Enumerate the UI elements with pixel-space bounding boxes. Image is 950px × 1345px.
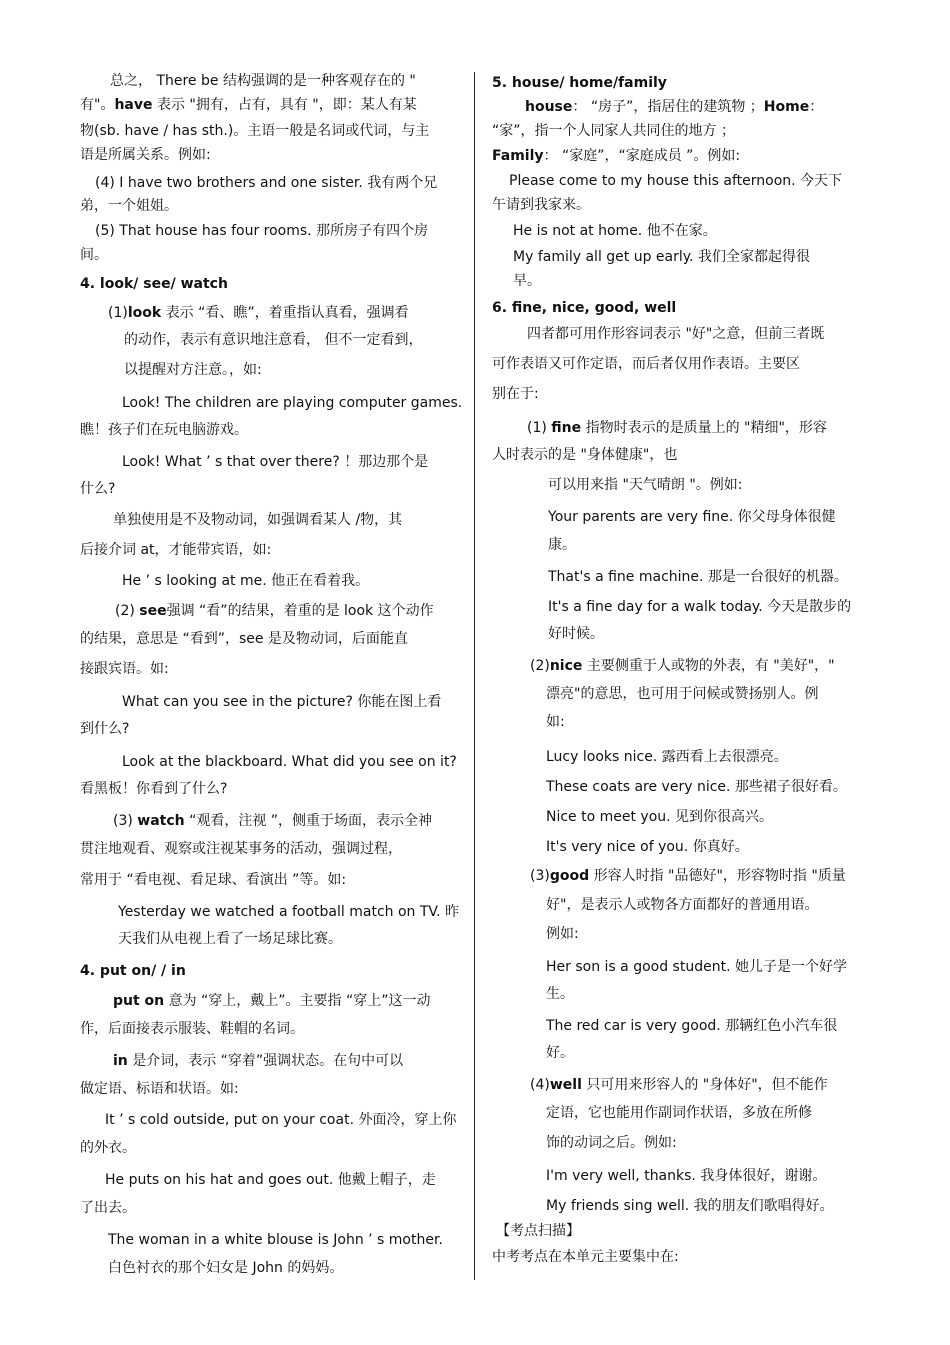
right-line: 例如: (546, 926, 579, 942)
right-line: 早。 (513, 273, 541, 289)
text-run: 是介词，表示 “穿着”强调状态。在句中可以 (127, 1053, 404, 1069)
text-run: ： “房子”，指居住的建筑物 ； (572, 99, 764, 115)
bold-term: in (113, 1053, 128, 1069)
left-line: (5) That house has four rooms. 那所房子有四个房 (95, 223, 429, 239)
left-line: (4) I have two brothers and one sister. 我有两个兄 (95, 175, 438, 191)
left-line (113, 992, 431, 1010)
right-line (492, 74, 667, 92)
column-divider (474, 72, 475, 1280)
left-line (80, 275, 228, 293)
right-line: It's a fine day for a walk today. 今天是散步的 (548, 599, 852, 615)
bold-term: fine (551, 420, 582, 436)
text-run: 表示 “看、瞧”，着重指认真看，强调看 (161, 305, 409, 321)
right-line: Your parents are very fine. 你父母身体很健 (548, 509, 836, 525)
right-line: “家”，指一个人同家人共同住的地方 ； (492, 123, 735, 139)
right-line (530, 1076, 828, 1094)
left-line: 瞧！孩子们在玩电脑游戏。 (80, 422, 248, 438)
right-line: 四者都可用作形容词表示 "好"之意，但前三者既 (527, 326, 825, 342)
right-line: 如: (546, 714, 565, 730)
bold-term: 4. put on/ / in (80, 963, 186, 979)
bold-term: look (127, 305, 162, 321)
left-line: Look! The children are playing computer games. (122, 395, 463, 411)
left-line: 总之， There be 结构强调的是一种客观存在的 " (110, 73, 416, 89)
text-run: (3) (530, 868, 550, 884)
left-line: 的外衣。 (80, 1140, 136, 1156)
left-line: 看黑板！你看到了什么? (80, 781, 228, 797)
bold-term: 4. look/ see/ watch (80, 276, 228, 292)
left-line: 天我们从电视上看了一场足球比赛。 (118, 931, 342, 947)
right-line: 漂亮"的意思，也可用于问候或赞扬别人。例 (546, 686, 819, 702)
left-line: 贯注地观看、观察或注视某事务的活动，强调过程， (80, 841, 402, 857)
right-line (530, 657, 835, 675)
text-run: (2) (530, 658, 550, 674)
text-run: (1) (108, 305, 128, 321)
right-line: Her son is a good student. 她儿子是一个好学 (546, 959, 847, 975)
left-line: Look! What ’ s that over there? ！那边那个是 (122, 454, 429, 470)
left-line (115, 602, 434, 620)
text-run: 指物时表示的是质量上的 "精细"，形容 (581, 420, 827, 436)
right-line: 好"，是表示人或物各方面都好的普通用语。 (546, 897, 819, 913)
left-line: 间。 (80, 247, 108, 263)
right-line: 好。 (546, 1045, 574, 1061)
left-line (113, 1052, 403, 1070)
right-line (530, 867, 846, 885)
left-line: The woman in a white blouse is John ’ s mother. (108, 1232, 443, 1248)
left-line: 作，后面接表示服装、鞋帽的名词。 (80, 1021, 304, 1037)
text-run: 形容人时指 "品德好"，形容物时指 "质量 (589, 868, 846, 884)
right-line: 生。 (546, 986, 574, 1002)
right-line: I'm very well, thanks. 我身体很好，谢谢。 (546, 1168, 827, 1184)
left-line: He puts on his hat and goes out. 他戴上帽子，走 (105, 1172, 436, 1188)
left-line (80, 962, 186, 980)
left-line: 白色衬衣的那个妇女是 John 的妈妈。 (108, 1260, 344, 1276)
right-line: Lucy looks nice. 露西看上去很漂亮。 (546, 749, 788, 765)
left-line: 了出去。 (80, 1200, 136, 1216)
bold-term: see (139, 603, 167, 619)
right-line (525, 98, 823, 116)
text-run: 主要侧重于人或物的外表，有 "美好"，" (582, 658, 835, 674)
left-line: 接跟宾语。如: (80, 661, 169, 677)
bold-term: 5. house/ home/family (492, 75, 667, 91)
text-run: ： (809, 99, 824, 115)
text-run: (2) (115, 603, 140, 619)
left-line: 做定语、标语和状语。如: (80, 1081, 239, 1097)
right-line: He is not at home. 他不在家。 (513, 223, 717, 239)
right-line (492, 299, 676, 317)
bold-term: Family (492, 148, 544, 164)
right-line: 饰的动词之后。例如: (546, 1135, 677, 1151)
right-line: 好时候。 (548, 626, 604, 642)
text-run: 有"。 (80, 97, 115, 113)
text-run: (1) (527, 420, 552, 436)
left-line: 后接介词 at，才能带宾语，如: (80, 542, 272, 558)
right-line: These coats are very nice. 那些裙子很好看。 (546, 779, 847, 795)
bold-term: 6. fine, nice, good, well (492, 300, 677, 316)
left-line: He ’ s looking at me. 他正在看着我。 (122, 573, 370, 589)
left-line: Yesterday we watched a football match on TV. 昨 (118, 904, 460, 920)
right-line: The red car is very good. 那辆红色小汽车很 (546, 1018, 838, 1034)
text-run: 只可用来形容人的 "身体好"，但不能作 (581, 1077, 828, 1093)
left-line: 常用于 “看电视、看足球、看演出 ”等。如: (80, 872, 347, 888)
bold-term: well (549, 1077, 582, 1093)
right-line: That's a fine machine. 那是一台很好的机器。 (548, 569, 848, 585)
left-line (113, 812, 432, 830)
text-run: 意为 “穿上，戴上”。主要指 “穿上”这一动 (164, 993, 431, 1009)
right-line: 可以用来指 "天气晴朗 "。例如: (548, 477, 743, 493)
right-line: Nice to meet you. 见到你很高兴。 (546, 809, 774, 825)
right-line: 定语，它也能用作副词作状语，多放在所修 (546, 1105, 812, 1121)
bold-term: good (549, 868, 590, 884)
left-line: 单独使用是不及物动词，如强调看某人 /物，其 (113, 512, 403, 528)
bold-term: house (525, 99, 573, 115)
left-line: It ’ s cold outside, put on your coat. 外面冷，穿上你 (105, 1112, 457, 1128)
left-line: 语是所属关系。例如: (80, 147, 211, 163)
right-line: It's very nice of you. 你真好。 (546, 839, 749, 855)
left-line: 到什么? (80, 721, 130, 737)
left-line: 什么? (80, 481, 116, 497)
bold-term: Home (763, 99, 810, 115)
right-line: 人时表示的是 "身体健康"，也 (492, 447, 678, 463)
bold-term: nice (549, 658, 583, 674)
right-line: Please come to my house this afternoon. 今天下 (509, 173, 843, 189)
text-run: (4) (530, 1077, 550, 1093)
bold-term: put on (113, 993, 165, 1009)
right-line: My friends sing well. 我的朋友们歌唱得好。 (546, 1198, 834, 1214)
right-line: 中考考点在本单元主要集中在: (492, 1249, 679, 1265)
left-line: 弟，一个姐姐。 (80, 198, 178, 214)
bold-term: have (114, 97, 153, 113)
right-line: 康。 (548, 537, 576, 553)
bold-term: watch (137, 813, 185, 829)
right-line (527, 419, 827, 437)
right-line: 午请到我家来。 (492, 197, 590, 213)
right-line: My family all get up early. 我们全家都起得很 (513, 249, 810, 265)
text-run: 表示 "拥有，占有，具有 "，即：某人有某 (152, 97, 417, 113)
left-line: 的动作，表示有意识地注意看， 但不一定看到， (124, 332, 423, 348)
text-run: (3) (113, 813, 138, 829)
left-line: Look at the blackboard. What did you see on it? (122, 754, 457, 770)
right-line: 【考点扫描】 (496, 1223, 580, 1239)
text-run: 强调 “看”的结果，着重的是 look 这个动作 (166, 603, 434, 619)
left-line: 的结果，意思是 “看到”，see 是及物动词，后面能直 (80, 631, 408, 647)
right-line (492, 147, 740, 165)
right-line: 可作表语又可作定语，而后者仅用作表语。主要区 (492, 356, 800, 372)
text-run: ： “家庭”，“家庭成员 ”。例如: (543, 148, 741, 164)
right-line: 别在于: (492, 386, 539, 402)
left-line (80, 96, 417, 114)
left-line: What can you see in the picture? 你能在图上看 (122, 694, 442, 710)
left-line: 物(sb. have / has sth.)。主语一般是名词或代词，与主 (80, 123, 430, 139)
left-line (108, 304, 409, 322)
text-run: “观看，注视 ”，侧重于场面，表示全神 (184, 813, 433, 829)
left-line: 以提醒对方注意。，如: (124, 362, 262, 378)
